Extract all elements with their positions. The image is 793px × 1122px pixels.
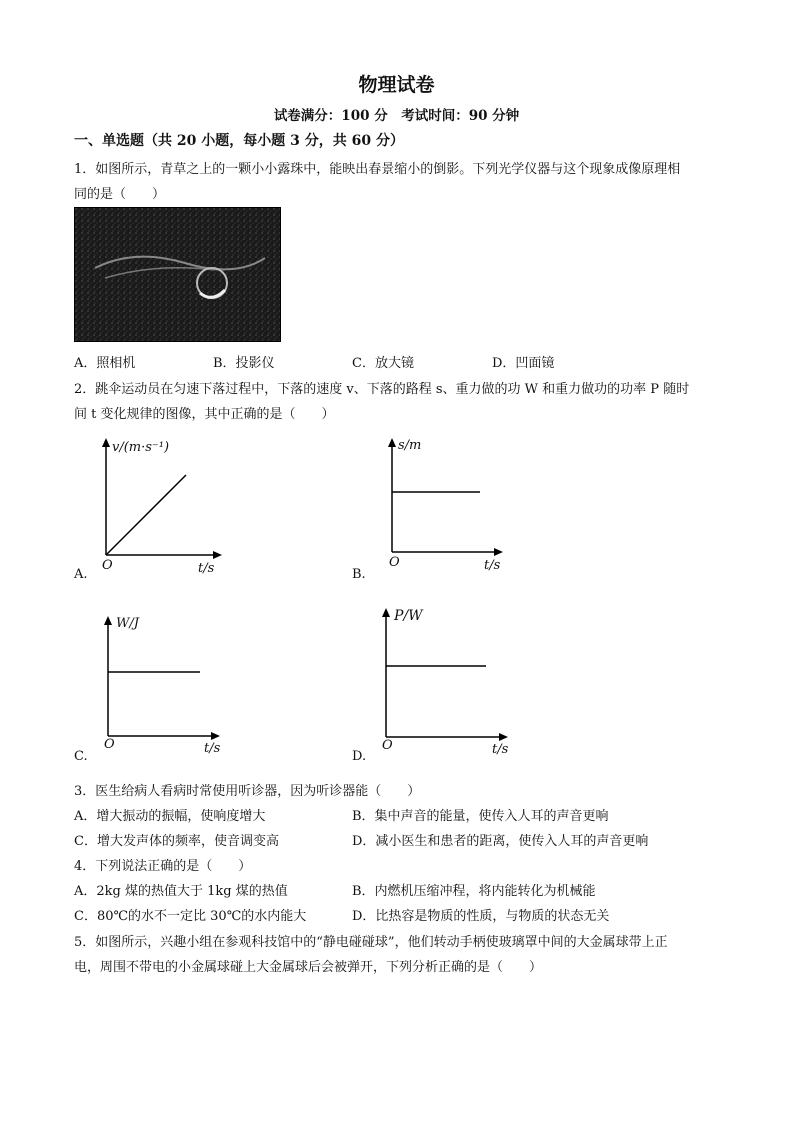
q2-text-line1: 2．跳伞运动员在匀速下落过程中，下落的速度 v、下落的路程 s、重力做的功 W 和重力做功的功率 P 随时 xyxy=(74,382,690,397)
q4-option-d: D．比热容是物质的性质，与物质的状态无关 xyxy=(352,909,610,924)
graph-d-option: D. xyxy=(352,749,367,764)
graph-d-origin: O xyxy=(382,738,393,753)
q5-text-line1: 5．如图所示，兴趣小组在参观科技馆中的“静电碰碰球”，他们转动手柄使玻璃罩中间的大金属球带上正 xyxy=(74,935,668,950)
q3-option-d: D．减小医生和患者的距离，使传入人耳的声音更响 xyxy=(352,834,649,849)
exam-info: 试卷满分：100 分 考试时间：90 分钟 xyxy=(273,108,520,124)
q1-option-d: D．凹面镜 xyxy=(492,356,555,371)
dewdrop-photo-image xyxy=(75,208,280,341)
graph-a-line xyxy=(106,475,186,555)
q4-text-line1: 4．下列说法正确的是（ ） xyxy=(74,859,252,874)
page-title: 物理试卷 xyxy=(358,74,435,96)
graph-b-ylabel: s/m xyxy=(398,438,422,453)
q3-text-line1: 3．医生给病人看病时常使用听诊器，因为听诊器能（ ） xyxy=(74,784,421,799)
q2-text-line2: 间 t 变化规律的图像，其中正确的是（ ） xyxy=(74,407,335,422)
q1-option-c: C．放大镜 xyxy=(352,356,414,371)
graph-c xyxy=(74,608,254,768)
graph-a-origin: O xyxy=(102,558,113,573)
graph-a-ylabel: v/(m·s⁻¹) xyxy=(112,440,170,455)
graph-a xyxy=(74,430,254,590)
q1-option-b: B．投影仪 xyxy=(213,356,275,371)
graph-d-ylabel: P/W xyxy=(394,608,423,624)
q1-text-line1: 1．如图所示，青草之上的一颗小小露珠中，能映出春景缩小的倒影。下列光学仪器与这个现象成像原理相 xyxy=(74,162,681,177)
graph-d xyxy=(352,600,532,768)
graph-c-ylabel: W/J xyxy=(116,616,139,631)
q1-text-line2: 同的是（ ） xyxy=(74,187,166,202)
graph-b xyxy=(352,430,532,590)
graph-c-option: C. xyxy=(74,749,88,764)
q3-option-c: C．增大发声体的频率，使音调变高 xyxy=(74,834,279,849)
q5-text-line2: 电，周围不带电的小金属球碰上大金属球后会被弹开，下列分析正确的是（ ） xyxy=(74,960,543,975)
q3-option-b: B．集中声音的能量，使传入人耳的声音更响 xyxy=(352,809,609,824)
graph-c-axes xyxy=(74,608,254,768)
graph-b-axes xyxy=(352,430,532,590)
q4-option-b: B．内燃机压缩冲程，将内能转化为机械能 xyxy=(352,884,596,899)
q3-option-a: A．增大振动的振幅，使响度增大 xyxy=(74,809,266,824)
section-heading: 一、单选题（共 20 小题，每小题 3 分，共 60 分） xyxy=(74,133,404,149)
graph-a-option: A. xyxy=(74,567,88,582)
graph-d-xlabel: t/s xyxy=(492,742,509,757)
graph-b-xlabel: t/s xyxy=(484,558,501,573)
q4-option-c: C．80℃的水不一定比 30℃的水内能大 xyxy=(74,909,307,924)
graph-c-xlabel: t/s xyxy=(204,741,221,756)
q4-option-a: A．2kg 煤的热值大于 1kg 煤的热值 xyxy=(74,884,288,899)
graph-c-origin: O xyxy=(104,737,115,752)
graph-b-option: B. xyxy=(352,567,366,582)
graph-a-xlabel: t/s xyxy=(198,561,215,576)
dewdrop-photo xyxy=(74,207,281,342)
graph-b-origin: O xyxy=(389,555,400,570)
q1-option-a: A．照相机 xyxy=(74,356,136,371)
